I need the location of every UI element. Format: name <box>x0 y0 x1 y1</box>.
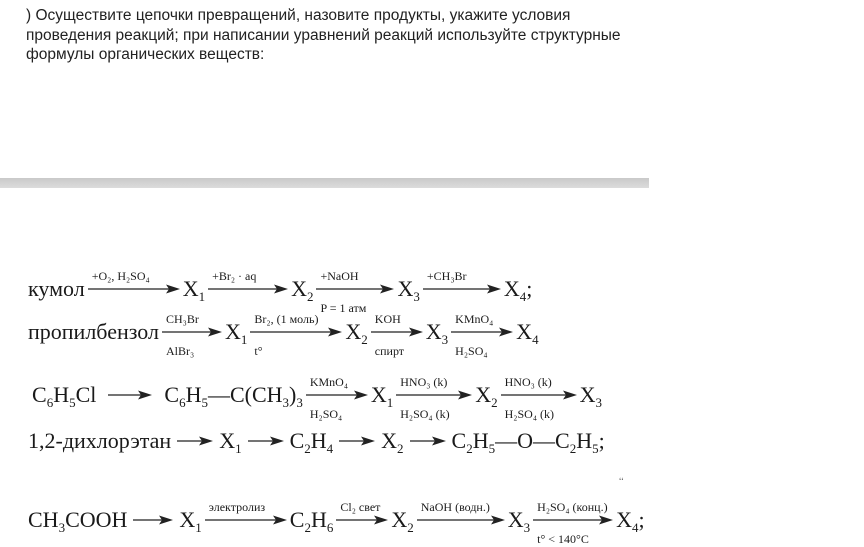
chain-chlorobenzene <box>32 368 602 422</box>
product-x2: $X_2$ <box>381 428 404 456</box>
reaction-arrow <box>248 436 284 446</box>
start-substance: $C_6H_5Cl$ <box>32 382 97 410</box>
reaction-arrow: Cl₂ свет <box>336 493 388 547</box>
reaction-arrow: Br₂, (1 моль) t° <box>250 305 342 359</box>
start-substance: $CH_3COOH$ <box>28 507 128 535</box>
scan-artifact: ʻʻ <box>619 477 624 488</box>
reaction-arrow <box>410 436 446 446</box>
reaction-arrow: +O₂, H₂SO₄ <box>88 262 180 316</box>
product-x4: $X_4$; <box>503 276 533 304</box>
product-x3: $X_3$ <box>507 507 531 535</box>
reaction-arrow: H₂SO₄ (конц.) t° < 140°C <box>533 493 613 547</box>
chain-propylbenzene <box>28 305 539 359</box>
product-x3: $X_3$ <box>425 319 449 347</box>
product-x2: $X_2$ <box>345 319 368 347</box>
start-substance: пропилбензол <box>28 319 159 344</box>
product-x1: $X_1$ <box>182 276 206 304</box>
chain-acetic-acid <box>28 493 645 547</box>
product-x4: $X_4$; <box>616 507 645 535</box>
reaction-arrow: KMnO₄ H₂SO₄ <box>306 368 368 422</box>
reaction-arrow: +CH₃Br <box>423 262 501 316</box>
product-x2: $X_2$ <box>475 382 498 410</box>
section-divider <box>0 178 649 188</box>
task-instructions: ) Осуществите цепочки превращений, назовите продукты, укажите условия проведения реакций; при написании уравнений реакций используйте структурные формулы органических веществ: <box>26 7 621 63</box>
reaction-arrow <box>133 515 173 525</box>
product-x2: $X_2$ <box>391 507 414 535</box>
reaction-arrow <box>339 436 375 446</box>
diethyl-ether: $C_2H_5—O—C_2H_5$; <box>451 428 605 456</box>
product-x4: $X_4$ <box>516 319 539 347</box>
product-x1: $X_1$ <box>225 319 248 347</box>
reaction-arrow: +Br₂ · aq <box>208 262 288 316</box>
ethylene: $C_2H_4$ <box>289 428 334 456</box>
reaction-arrow: KMnO₄ H₂SO₄ <box>451 305 513 359</box>
start-substance: 1,2-дихлорэтан <box>28 428 172 453</box>
reaction-arrow: +NaOH P = 1 атм <box>316 262 394 316</box>
reaction-arrow <box>177 436 213 446</box>
start-substance: кумол <box>28 276 85 301</box>
product-x1: $X_1$ <box>179 507 202 535</box>
product-x2: $X_2$ <box>291 276 314 304</box>
reaction-arrow: KOH спирт <box>371 305 423 359</box>
reaction-arrow: HNO₃ (k) H₂SO₄ (k) <box>501 368 577 422</box>
ethane: $C_2H_6$ <box>289 507 334 535</box>
reaction-arrow: CH₃Br AlBr₃ <box>162 305 222 359</box>
reaction-arrow: NaOH (водн.) <box>417 493 505 547</box>
product-x3: $X_3$ <box>397 276 420 304</box>
chain-dichloroethane <box>28 428 605 456</box>
reaction-arrow: электролиз <box>205 493 287 547</box>
reaction-arrow: HNO₃ (k) H₂SO₄ (k) <box>396 368 472 422</box>
product-x1: $X_1$ <box>370 382 394 410</box>
product-x1: $X_1$ <box>219 428 242 456</box>
product-x3: $X_3$ <box>579 382 603 410</box>
reaction-arrow <box>108 368 152 422</box>
tert-butylbenzene: $C_6H_5—C(CH_3)_3$ <box>164 382 303 410</box>
